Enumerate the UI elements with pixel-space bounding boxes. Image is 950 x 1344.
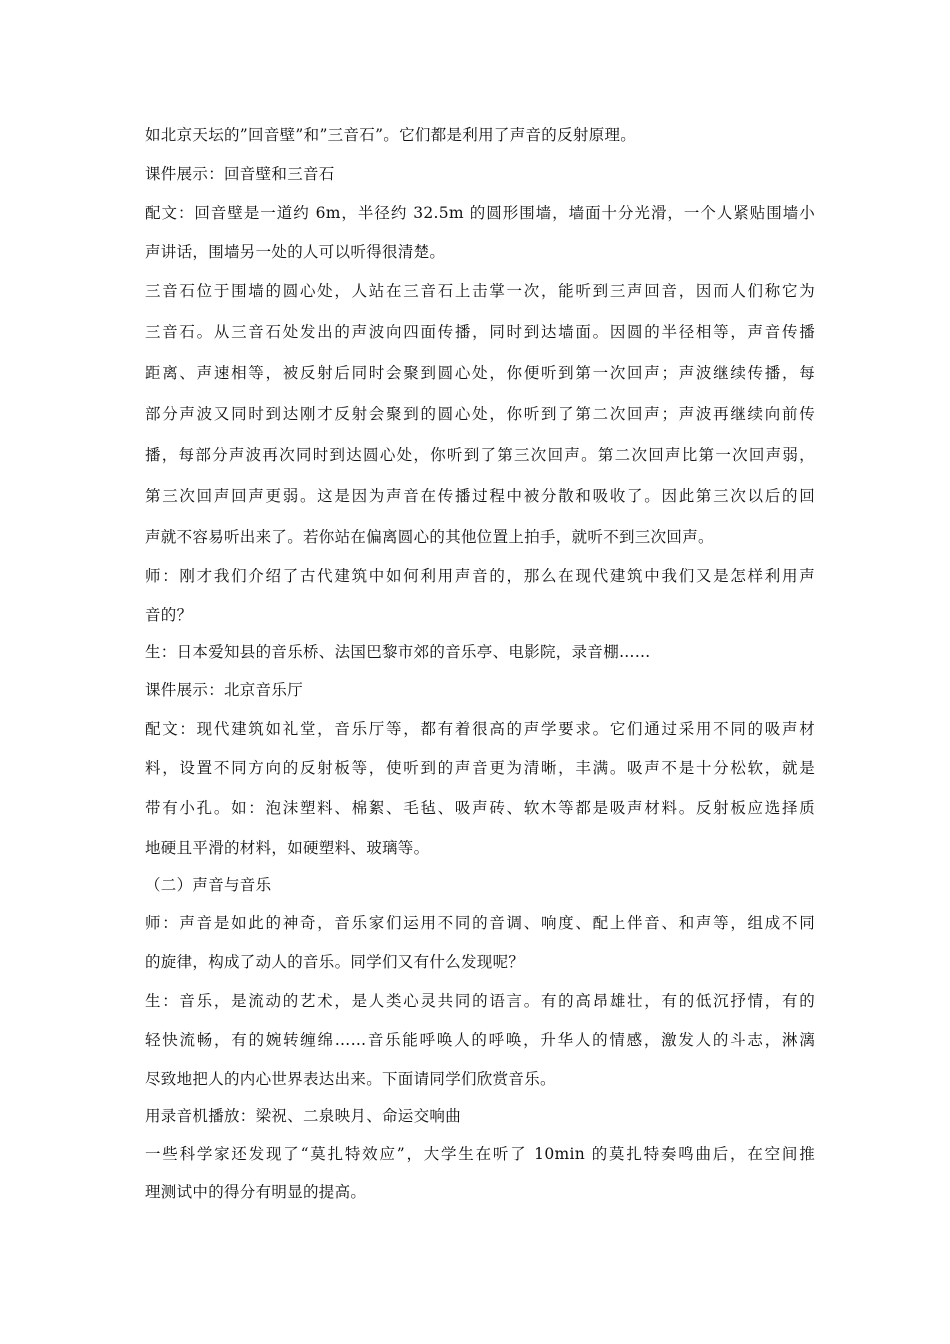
text-line: 料，设置不同方向的反射板等，使听到的声音更为清晰，丰满。吸声不是十分松软，就是 bbox=[145, 759, 815, 777]
text-line: 带有小孔。如：泡沫塑料、棉絮、毛毡、吸声砖、软木等都是吸声材料。反射板应选择质 bbox=[145, 799, 815, 817]
text-line: 距离、声速相等，被反射后同时会聚到圆心处，你便听到第一次回声；声波继续传播，每 bbox=[145, 364, 815, 382]
text-line: 配文：回音壁是一道约 6m，半径约 32.5m 的圆形围墙，墙面十分光滑，一个人紧贴围墙小 bbox=[145, 204, 815, 222]
text-line: 声讲话，围墙另一处的人可以听得很清楚。 bbox=[145, 243, 446, 261]
text-line: 音的？ bbox=[145, 606, 193, 624]
text-line: 部分声波又同时到达刚才反射会聚到的圆心处，你听到了第二次回声；声波再继续向前传 bbox=[145, 405, 815, 423]
section-heading: （二）声音与音乐 bbox=[145, 876, 272, 894]
text-line: 播，每部分声波再次同时到达圆心处，你听到了第三次回声。第二次回声比第一次回声弱， bbox=[145, 446, 815, 464]
text-line: 三音石位于围墙的圆心处，人站在三音石上击掌一次，能听到三声回音，因而人们称它为 bbox=[145, 282, 815, 300]
text-line: 用录音机播放：梁祝、二泉映月、命运交响曲 bbox=[145, 1107, 462, 1125]
text-line: 课件展示：回音壁和三音石 bbox=[145, 165, 335, 183]
text-line: 理测试中的得分有明显的提高。 bbox=[145, 1183, 367, 1201]
text-line: 生：日本爱知县的音乐桥、法国巴黎市郊的音乐亭、电影院，录音棚…… bbox=[145, 643, 651, 661]
text-line: 声就不容易听出来了。若你站在偏离圆心的其他位置上拍手，就听不到三次回声。 bbox=[145, 528, 714, 546]
text-line: 一些科学家还发现了“莫扎特效应”，大学生在听了 10min 的莫扎特奏鸣曲后，在空间推 bbox=[145, 1145, 815, 1163]
text-line: 三音石。从三音石处发出的声波向四面传播，同时到达墙面。因圆的半径相等，声音传播 bbox=[145, 323, 815, 341]
text-line: 如北京天坛的”回音壁”和”三音石”。它们都是利用了声音的反射原理。 bbox=[145, 126, 637, 144]
text-line: 生：音乐，是流动的艺术，是人类心灵共同的语言。有的高昂雄壮，有的低沉抒情，有的 bbox=[145, 992, 815, 1010]
text-line: 配文：现代建筑如礼堂，音乐厅等，都有着很高的声学要求。它们通过采用不同的吸声材 bbox=[145, 720, 815, 738]
text-line: 课件展示：北京音乐厅 bbox=[145, 681, 304, 699]
text-line: 尽致地把人的内心世界表达出来。下面请同学们欣赏音乐。 bbox=[145, 1070, 556, 1088]
text-line: 师：声音是如此的神奇，音乐家们运用不同的音调、响度、配上伴音、和声等，组成不同 bbox=[145, 914, 815, 932]
text-line: 轻快流畅，有的婉转缠绵……音乐能呼唤人的呼唤，升华人的情感，激发人的斗志，淋漓 bbox=[145, 1031, 815, 1049]
text-line: 的旋律，构成了动人的音乐。同学们又有什么发现呢？ bbox=[145, 953, 525, 971]
text-line: 第三次回声回声更弱。这是因为声音在传播过程中被分散和吸收了。因此第三次以后的回 bbox=[145, 487, 815, 505]
text-line: 师：刚才我们介绍了古代建筑中如何利用声音的，那么在现代建筑中我们又是怎样利用声 bbox=[145, 567, 815, 585]
text-line: 地硬且平滑的材料，如硬塑料、玻璃等。 bbox=[145, 839, 430, 857]
